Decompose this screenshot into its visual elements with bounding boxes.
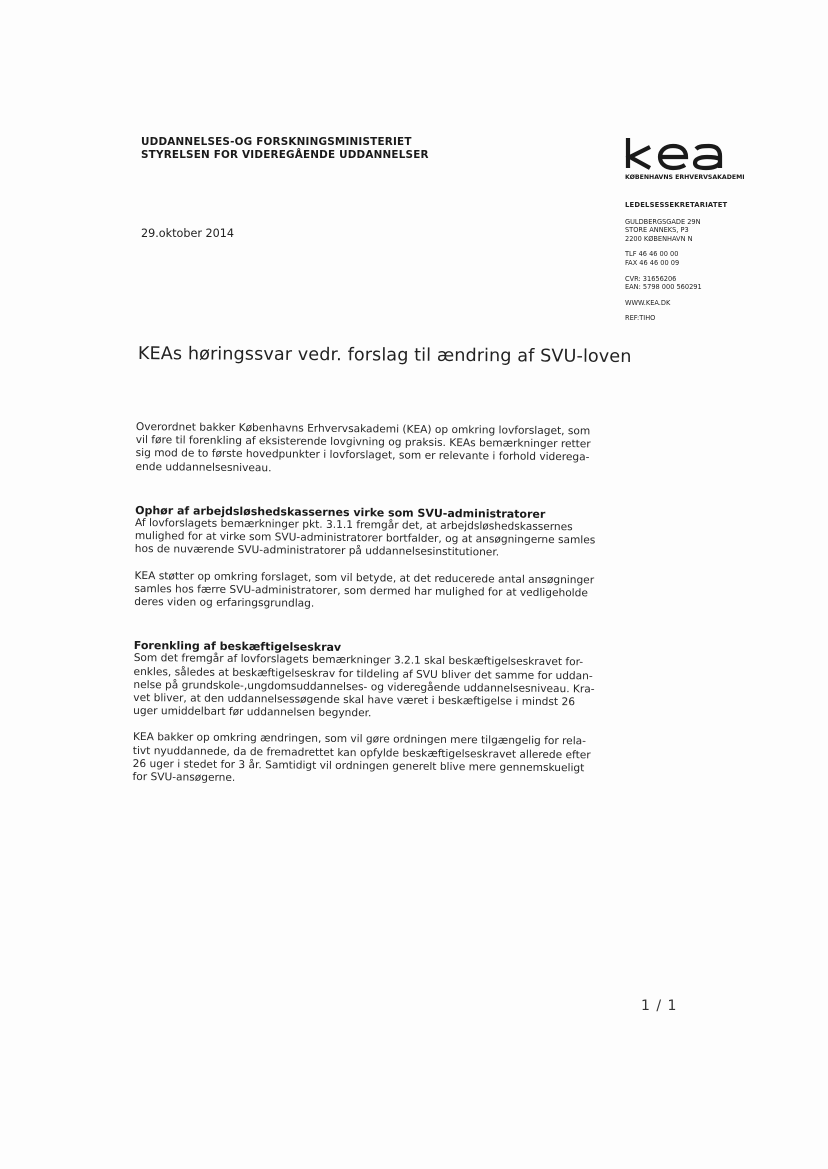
sender-department: LEDELSESSEKRETARIATET <box>625 201 728 209</box>
sender-web: WWW.KEA.DK <box>625 298 671 307</box>
paragraph-line: Som det fremgår af lovforslagets bemærkninger 3.2.1 skal beskæftigelseskravet for- <box>133 652 584 669</box>
kea-logo <box>620 132 740 190</box>
section-2-heading: Forenkling af beskæftigelseskrav <box>133 639 342 655</box>
sender-cvr: CVR: 31656206 <box>625 274 677 283</box>
page-number: 1 / 1 <box>641 998 678 1014</box>
paragraph-line: Af lovforslagets bemærkninger pkt. 3.1.1 fremgår det, at arbejdsløshedskassernes <box>134 517 573 534</box>
section-2 <box>133 639 620 789</box>
paragraph-line: for SVU-ansøgerne. <box>132 771 236 785</box>
paragraph-line: samles hos færre SVU-administratorer, som dermed har mulighed for at vedligeholde <box>134 582 588 600</box>
paragraph-line: KEA bakker op omkring ændringen, som vil gøre ordningen mere tilgængelig for rela- <box>132 731 587 748</box>
sender-phone: TLF 46 46 00 00 <box>625 250 679 259</box>
sender-registration <box>625 275 727 292</box>
address-line-3: 2200 KØBENHAVN N <box>625 234 693 243</box>
paragraph-line: 26 uger i stedet for 3 år. Samtidigt vil ordningen generelt blive mere gennemskueligt <box>132 757 585 775</box>
sender-info <box>625 201 727 323</box>
section-1-paragraph-2 <box>134 570 620 614</box>
paragraph-line: enkles, således at beskæftigelseskrav for tildeling af SVU bliver det samme for uddan- <box>133 665 593 683</box>
paragraph-line: mulighed for at virke som SVU-administratorer bortfalder, og at ansøgningerne samles <box>134 530 596 547</box>
address-line-1: GULDBERGSGADE 29N <box>625 217 701 226</box>
paragraph-line: tivt nyuddannede, da de fremadrettet kan opfylde beskæftigelseskravet allerede efter <box>132 744 591 762</box>
letter-date: 29.oktober 2014 <box>141 227 234 240</box>
logo-subtitle: KØBENHAVNS ERHVERVSAKADEMI <box>625 174 745 181</box>
intro-line: vil føre til forenkling af eksisterende lovgivning og praksis. KEAs bemærkninger retter <box>135 434 591 451</box>
intro-line: sig mod de to første hovedpunkter i lovforslaget, som er relevante i forhold viderega- <box>135 447 590 464</box>
intro-paragraph <box>135 421 621 478</box>
sender-fax: FAX 46 46 00 09 <box>625 258 680 267</box>
paragraph-line: hos de nuværende SVU-administratorer på uddannelsesinstitutioner. <box>134 543 500 559</box>
paragraph-line: vet bliver, at den uddannelsessøgende skal have været i beskæftigelse i mindst 26 <box>133 692 576 709</box>
recipient-line-1: UDDANNELSES-OG FORSKNINGSMINISTERIET <box>141 136 412 148</box>
sender-ean: EAN: 5798 000 560291 <box>625 283 702 292</box>
section-1-paragraph-1 <box>135 517 621 561</box>
letter-body <box>132 421 622 802</box>
recipient-block <box>141 136 429 162</box>
section-1 <box>134 504 621 614</box>
paragraph-line: KEA støtter op omkring forslaget, som vil betyde, at det reducerede antal ansøgninger <box>134 569 595 587</box>
intro-line: ende uddannelsesniveau. <box>135 460 272 474</box>
sender-ref: REF:TIHO <box>625 314 656 323</box>
paragraph-line: uger umiddelbart før uddannelsen begynder. <box>133 705 372 720</box>
address-line-2: STORE ANNEKS, P3 <box>625 226 689 235</box>
sender-phone-fax <box>625 250 727 267</box>
paragraph-line: nelse på grundskole-,ungdomsuddannelses- og videregående uddannelsesniveau. Kra- <box>133 678 595 696</box>
paragraph-line: deres viden og erfaringsgrundlag. <box>134 596 315 610</box>
intro-line: Overordnet bakker Københavns Erhvervsakademi (KEA) op omkring lovforslaget, som <box>135 421 591 438</box>
section-1-heading: Ophør af arbejdsløshedskassernes virke som SVU-administratorer <box>135 503 546 521</box>
section-2-paragraph-1 <box>133 652 620 723</box>
sender-address <box>625 218 727 244</box>
letter-title: KEAs høringssvar vedr. forslag til ændring af SVU-loven <box>137 344 632 368</box>
section-2-paragraph-2 <box>133 731 619 788</box>
recipient-line-2: STYRELSEN FOR VIDEREGÅENDE UDDANNELSER <box>141 149 429 161</box>
